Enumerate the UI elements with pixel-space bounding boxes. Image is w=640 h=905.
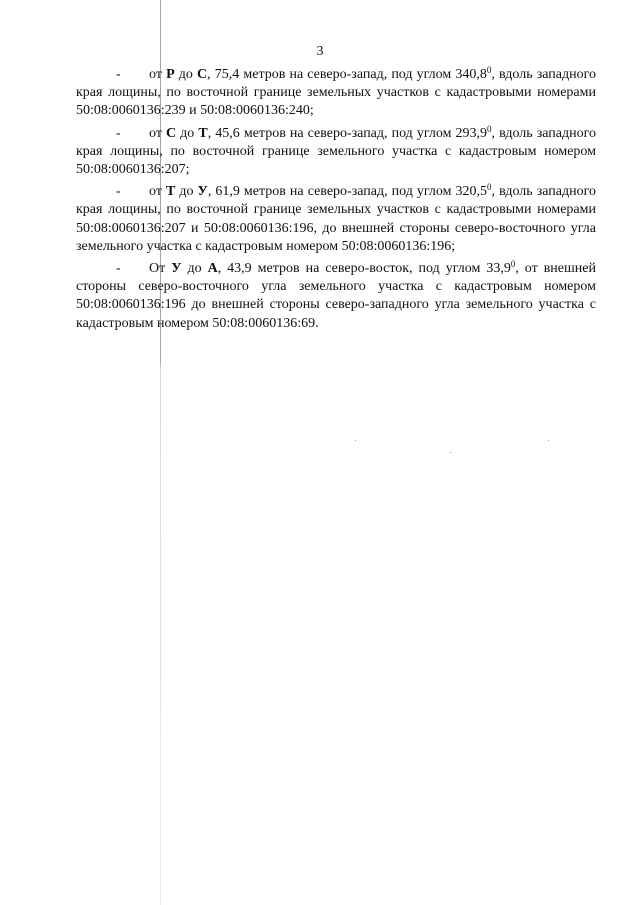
scan-speck [548,440,549,441]
list-dash: - [116,125,121,141]
point-label: У [197,184,208,200]
degree-mark: 0 [510,259,516,270]
list-dash: - [116,67,121,82]
degree-mark: 0 [487,182,492,193]
boundary-item-4: - От У до А, 43,9 метров на северо-восток, под углом 33,9$^0$, от внешней стороны северо-восточного угла земельного участка с кадастровым номером 50:08:0060136:196 до внешней стороны северо-западного угла земельного участка с кадастровым номером 50:08:0060136:69. [76,259,596,331]
list-dash: - [116,261,121,277]
point-label: Т [165,184,176,200]
boundary-item-2: - от С до Т, 45,6 метров на северо-запад, под углом 293,9$^0$, вдоль западного края лощины, по восточной границе земельного участка с кадастровым номером 50:08:0060136:207; [76,123,596,178]
page-number: 3 [316,44,324,59]
scan-speck [450,452,451,453]
boundary-item-1: - от Р до С, 75,4 метров на северо-запад, под углом 340,8$^0$, вдоль западного края лощины, по восточной границе земельных участков с кадастровыми номерами 50:08:0060136:239 и 50:08:0060136:240; [76,65,596,119]
scan-speck [355,440,356,441]
point-label: У [171,261,182,277]
degree-mark: 0 [487,123,492,134]
point-label: Т [198,125,208,141]
boundary-item-3: - от Т до У, 61,9 метров на северо-запад, под углом 320,5$^0$, вдоль западного края лощины, по восточной границе земельных участков с кадастровыми номерами 50:08:0060136:207 и 50:08:0060136:196, до внешней стороны северо-восточного угла земельного участка с кадастровым номером 50:08:0060136:196; [76,182,596,254]
list-dash: - [116,184,121,200]
point-label: С [197,67,208,82]
degree-mark: 0 [486,65,492,75]
point-label: С [166,125,177,141]
point-label: Р [166,67,175,82]
point-label: А [207,261,218,277]
document-body [76,66,596,337]
